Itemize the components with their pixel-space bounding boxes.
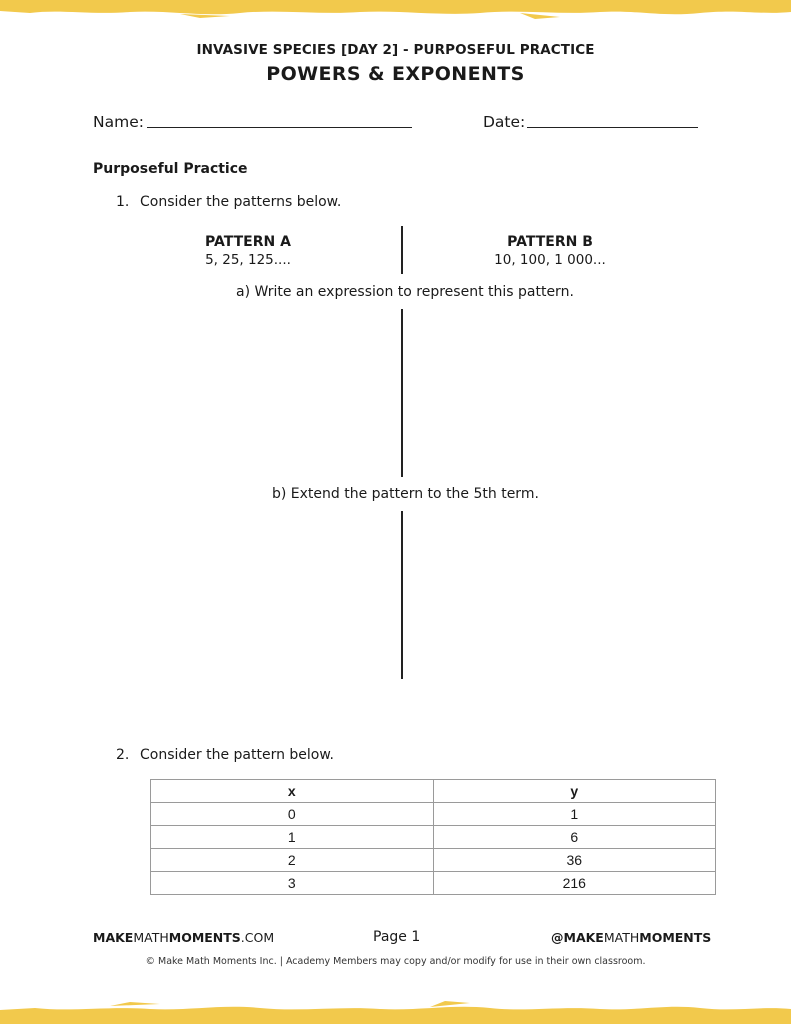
- footer-brand-com: .COM: [240, 930, 275, 945]
- table-cell-x: 2: [151, 849, 434, 872]
- top-brush-stroke: [0, 0, 791, 22]
- table-header-row: [151, 780, 716, 803]
- footer-social-handle[interactable]: [551, 930, 711, 945]
- table-cell-x: 0: [151, 803, 434, 826]
- footer-handle-moments: MOMENTS: [639, 930, 712, 945]
- table-cell-y: 6: [433, 826, 716, 849]
- date-field[interactable]: [527, 127, 698, 128]
- question-1-text: Consider the patterns below.: [140, 194, 342, 210]
- table-row: [151, 872, 716, 895]
- footer-website-link[interactable]: [93, 930, 274, 945]
- footer-handle-at: @: [551, 930, 564, 945]
- question-2-number: 2.: [116, 747, 130, 763]
- bottom-brush-stroke: [0, 1000, 791, 1024]
- pattern-b-sequence: 10, 100, 1 000...: [494, 252, 606, 268]
- divider-line-top: [401, 226, 403, 274]
- footer-brand-make: MAKE: [93, 930, 134, 945]
- footer-brand-math: MATH: [133, 930, 169, 945]
- table-cell-y: 1: [433, 803, 716, 826]
- worksheet-title: POWERS & EXPONENTS: [266, 63, 525, 85]
- table-header-y: y: [433, 780, 716, 803]
- question-2-text: Consider the pattern below.: [140, 747, 334, 763]
- table-cell-y: 36: [433, 849, 716, 872]
- divider-line-bottom: [401, 511, 403, 679]
- question-1a-text: a) Write an expression to represent this pattern.: [236, 284, 574, 300]
- footer-handle-math: MATH: [603, 930, 640, 945]
- question-1b-text: b) Extend the pattern to the 5th term.: [272, 486, 539, 502]
- name-label: Name:: [93, 113, 144, 131]
- table-row: [151, 849, 716, 872]
- date-label: Date:: [483, 113, 526, 131]
- name-field[interactable]: [147, 127, 412, 128]
- footer-handle-make: MAKE: [563, 930, 604, 945]
- table-cell-x: 1: [151, 826, 434, 849]
- table-cell-x: 3: [151, 872, 434, 895]
- pattern-a-sequence: 5, 25, 125....: [205, 252, 291, 268]
- pattern-a-title: PATTERN A: [205, 234, 291, 250]
- table-header-x: x: [151, 780, 434, 803]
- question-1-number: 1.: [116, 194, 130, 210]
- pattern-table: [150, 779, 716, 895]
- copyright-notice: © Make Math Moments Inc. | Academy Members may copy and/or modify for use in their own classroom.: [145, 956, 646, 967]
- page-number: Page 1: [373, 929, 421, 945]
- worksheet-subtitle: INVASIVE SPECIES [DAY 2] - PURPOSEFUL PRACTICE: [196, 42, 595, 58]
- table-cell-y: 216: [433, 872, 716, 895]
- table-row: [151, 803, 716, 826]
- table-row: [151, 826, 716, 849]
- pattern-b-title: PATTERN B: [507, 234, 593, 250]
- section-title: Purposeful Practice: [93, 161, 248, 177]
- divider-line-middle: [401, 309, 403, 477]
- footer-brand-moments: MOMENTS: [168, 930, 241, 945]
